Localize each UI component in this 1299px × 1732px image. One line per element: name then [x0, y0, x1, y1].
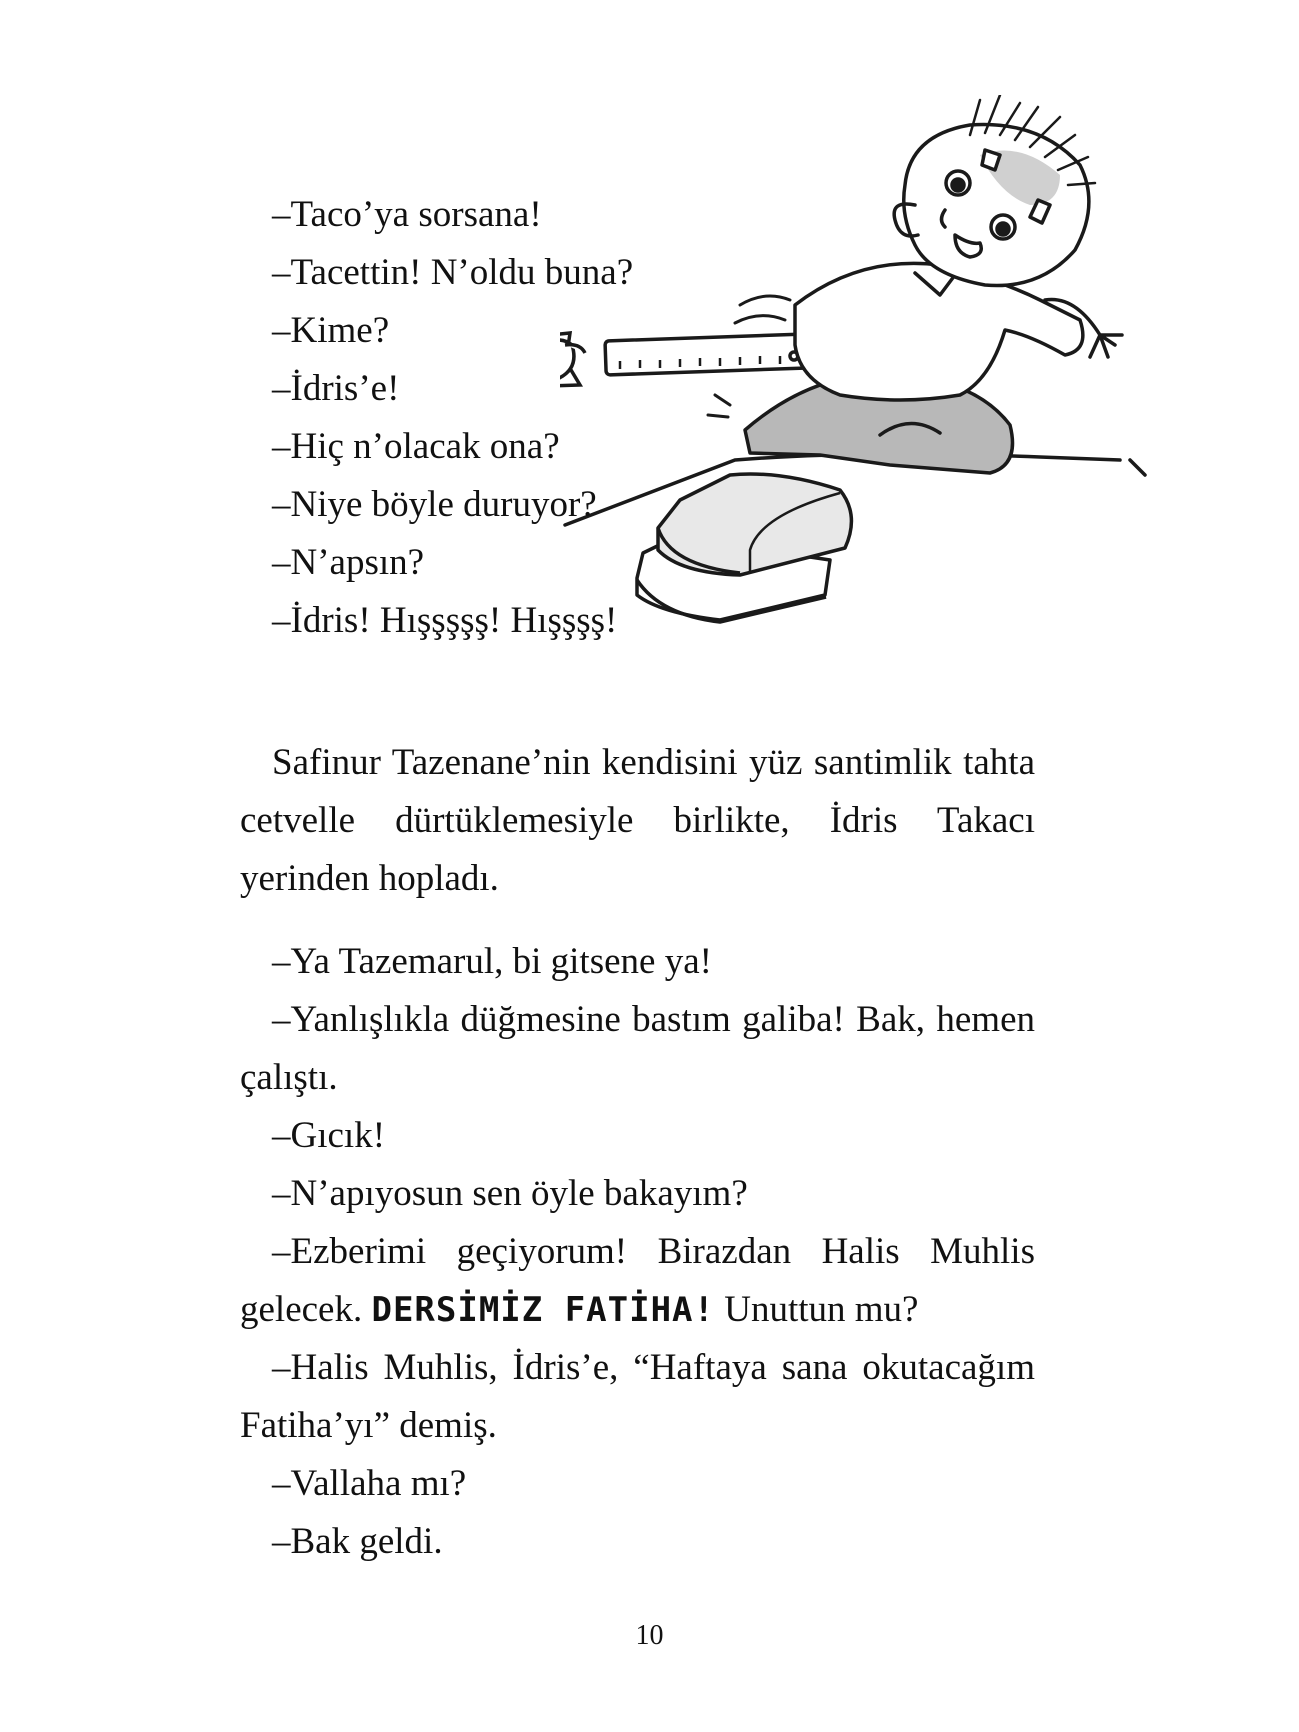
dialogue-text: –Ezberimi geçiyorum! Birazdan Halis Muhlis gelecek. [240, 1231, 1035, 1330]
dialogue-line: –N’apıyosun sen öyle bakayım? [272, 1173, 748, 1214]
dialogue-line: –İdris’e! [272, 368, 400, 409]
boy-illustration [745, 95, 1122, 473]
dialogue-line: –Tacettin! N’oldu buna? [272, 252, 634, 293]
dialogue-line: –İdris! Hışşşşş! Hışşşş! [272, 600, 618, 641]
dialogue-line: –Ya Tazemarul, bi gitsene ya! [272, 941, 712, 982]
dialogue-line [240, 1223, 1035, 1339]
dialogue-line: –Vallaha mı? [272, 1463, 467, 1504]
dialogue-line: –Hiç n’olacak ona? [272, 426, 560, 467]
dialogue-line: –Taco’ya sorsana! [272, 194, 542, 235]
dialogue-line: –N’apsın? [272, 542, 425, 583]
dialogue-line: –Gıcık! [272, 1115, 386, 1156]
page-number: 10 [635, 1620, 664, 1651]
dialogue-top [272, 186, 672, 650]
dialogue-line: –Bak geldi. [272, 1521, 443, 1562]
dialogue-bottom [240, 933, 1035, 1571]
dialogue-line: –Niye böyle duruyor? [272, 484, 597, 525]
dialogue-line: –Halis Muhlis, İdris’e, “Haftaya sana okutacağım Fatiha’yı” demiş. [240, 1347, 1035, 1446]
emphasized-text: DERSİMİZ FATİHA! [371, 1290, 715, 1330]
dialogue-line: –Yanlışlıkla düğmesine bastım galiba! Bak, hemen çalıştı. [240, 999, 1035, 1098]
narration-paragraph: Safinur Tazenane’nin kendisini yüz santimlik tahta cetvelle dürtüklemesiyle birlikte, İdris Takacı yerinden hopladı. [240, 742, 1035, 899]
dialogue-text: Unuttun mu? [724, 1289, 919, 1330]
dialogue-line: –Kime? [272, 310, 390, 351]
